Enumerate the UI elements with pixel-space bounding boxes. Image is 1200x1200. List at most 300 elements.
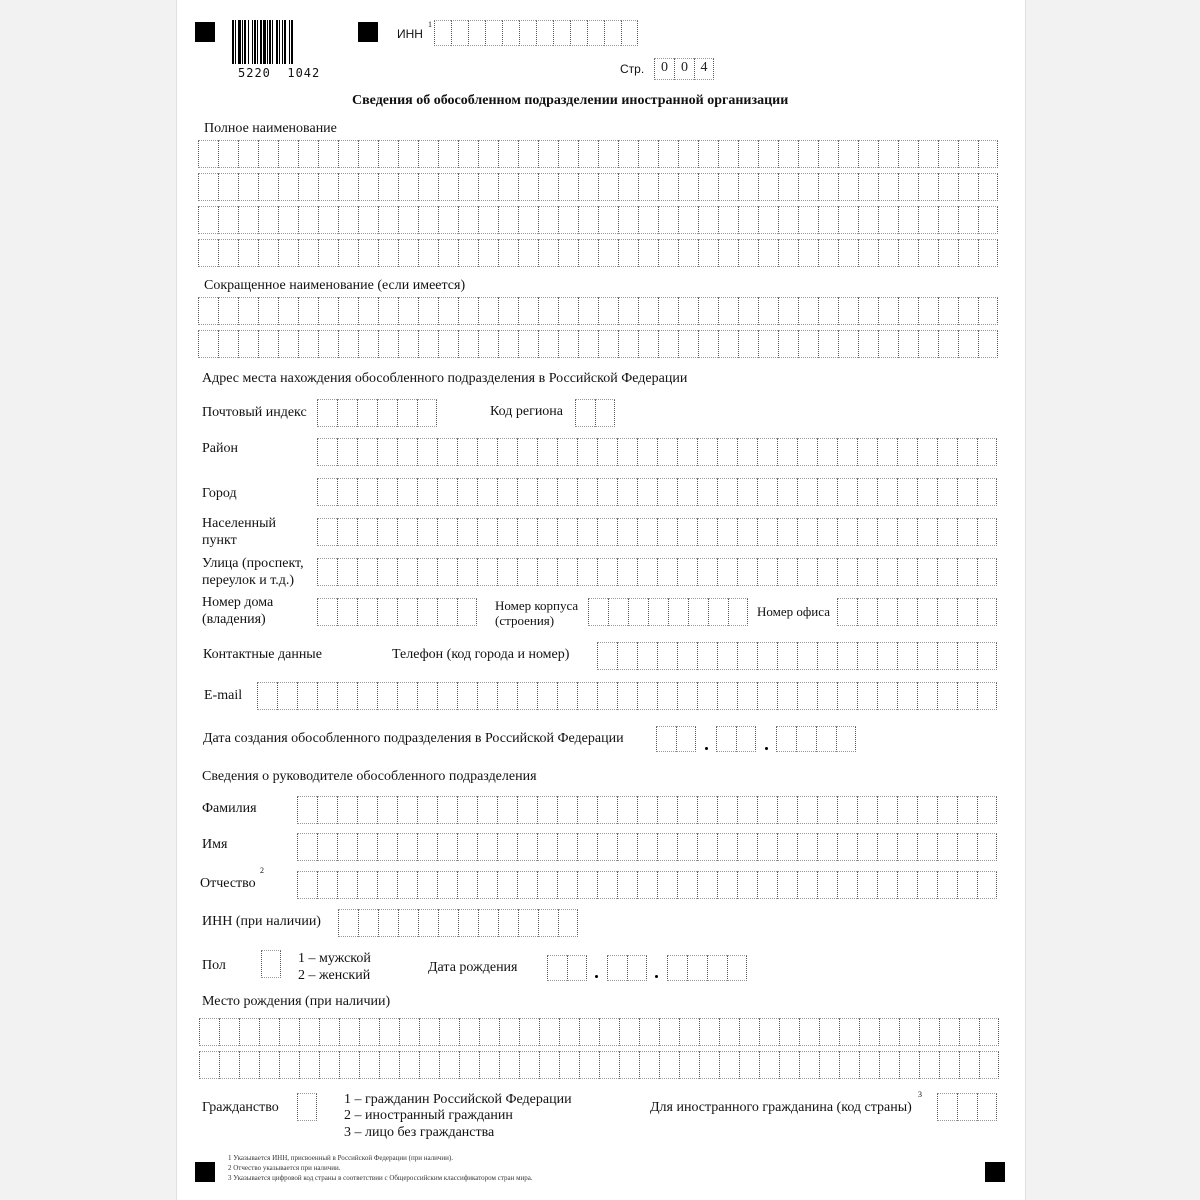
input-cell[interactable] xyxy=(398,909,418,937)
input-cell[interactable] xyxy=(357,871,377,899)
input-cell[interactable] xyxy=(397,796,417,824)
input-cell[interactable] xyxy=(557,478,577,506)
input-cell[interactable] xyxy=(377,796,397,824)
input-cell[interactable] xyxy=(738,297,758,325)
input-cell[interactable] xyxy=(656,726,676,752)
input-cell[interactable] xyxy=(559,1018,579,1046)
input-cell[interactable] xyxy=(539,1018,559,1046)
input-cell[interactable] xyxy=(577,558,597,586)
input-cell[interactable] xyxy=(758,330,778,358)
input-cell[interactable] xyxy=(777,478,797,506)
input-cell[interactable] xyxy=(298,173,318,201)
input-cell[interactable] xyxy=(570,20,587,46)
input-cell[interactable] xyxy=(457,518,477,546)
input-cell[interactable] xyxy=(857,558,877,586)
input-cell[interactable] xyxy=(608,598,628,626)
city-cells[interactable] xyxy=(317,478,997,506)
input-cell[interactable] xyxy=(519,1051,539,1079)
input-cell[interactable] xyxy=(819,1018,839,1046)
input-cell[interactable] xyxy=(677,642,697,670)
input-cell[interactable] xyxy=(708,598,728,626)
input-cell[interactable] xyxy=(759,1051,779,1079)
input-cell[interactable] xyxy=(699,1051,719,1079)
input-cell[interactable] xyxy=(358,909,378,937)
input-cell[interactable] xyxy=(637,518,657,546)
input-cell[interactable] xyxy=(877,598,897,626)
input-cell[interactable] xyxy=(877,871,897,899)
birth-month-cells[interactable] xyxy=(607,955,647,981)
input-cell[interactable] xyxy=(577,478,597,506)
input-cell[interactable] xyxy=(637,796,657,824)
input-cell[interactable] xyxy=(377,682,397,710)
input-cell[interactable] xyxy=(697,438,717,466)
input-cell[interactable] xyxy=(918,140,938,168)
input-cell[interactable] xyxy=(959,1051,979,1079)
input-cell[interactable] xyxy=(579,1051,599,1079)
input-cell[interactable] xyxy=(938,173,958,201)
input-cell[interactable] xyxy=(877,518,897,546)
input-cell[interactable] xyxy=(698,330,718,358)
input-cell[interactable] xyxy=(877,642,897,670)
input-cell[interactable] xyxy=(377,871,397,899)
input-cell[interactable] xyxy=(518,140,538,168)
input-cell[interactable] xyxy=(278,206,298,234)
input-cell[interactable] xyxy=(638,173,658,201)
input-cell[interactable] xyxy=(739,1051,759,1079)
input-cell[interactable] xyxy=(678,173,698,201)
input-cell[interactable] xyxy=(958,297,978,325)
input-cell[interactable] xyxy=(558,297,578,325)
input-cell[interactable] xyxy=(557,682,577,710)
input-cell[interactable] xyxy=(339,1018,359,1046)
input-cell[interactable] xyxy=(337,518,357,546)
input-cell[interactable] xyxy=(648,598,668,626)
input-cell[interactable] xyxy=(278,140,298,168)
input-cell[interactable] xyxy=(538,330,558,358)
input-cell[interactable] xyxy=(357,796,377,824)
input-cell[interactable] xyxy=(677,796,697,824)
input-cell[interactable] xyxy=(957,796,977,824)
input-cell[interactable] xyxy=(553,20,570,46)
input-cell[interactable] xyxy=(938,140,958,168)
input-cell[interactable] xyxy=(799,1018,819,1046)
input-cell[interactable] xyxy=(857,478,877,506)
input-cell[interactable] xyxy=(519,1018,539,1046)
input-cell[interactable] xyxy=(198,239,218,267)
input-cell[interactable] xyxy=(417,871,437,899)
input-cell[interactable] xyxy=(598,330,618,358)
input-cell[interactable] xyxy=(738,140,758,168)
input-cell[interactable] xyxy=(258,330,278,358)
input-cell[interactable] xyxy=(658,206,678,234)
input-cell[interactable] xyxy=(319,1018,339,1046)
input-cell[interactable] xyxy=(838,173,858,201)
input-cell[interactable] xyxy=(637,642,657,670)
input-cell[interactable] xyxy=(398,297,418,325)
input-cell[interactable] xyxy=(816,726,836,752)
input-cell[interactable] xyxy=(897,478,917,506)
input-cell[interactable] xyxy=(451,20,468,46)
input-cell[interactable] xyxy=(878,330,898,358)
input-cell[interactable] xyxy=(621,20,638,46)
input-cell[interactable] xyxy=(917,438,937,466)
input-cell[interactable] xyxy=(598,206,618,234)
input-cell[interactable] xyxy=(437,558,457,586)
input-cell[interactable] xyxy=(937,558,957,586)
input-cell[interactable] xyxy=(299,1051,319,1079)
input-cell[interactable] xyxy=(697,478,717,506)
input-cell[interactable] xyxy=(757,642,777,670)
input-cell[interactable] xyxy=(337,438,357,466)
input-cell[interactable] xyxy=(639,1051,659,1079)
input-cell[interactable] xyxy=(607,955,627,981)
input-cell[interactable] xyxy=(957,642,977,670)
input-cell[interactable] xyxy=(418,297,438,325)
input-cell[interactable] xyxy=(657,478,677,506)
input-cell[interactable] xyxy=(677,478,697,506)
input-cell[interactable] xyxy=(258,173,278,201)
input-cell[interactable] xyxy=(478,239,498,267)
input-cell[interactable] xyxy=(957,518,977,546)
input-cell[interactable] xyxy=(628,598,648,626)
input-cell[interactable] xyxy=(318,330,338,358)
input-cell[interactable] xyxy=(757,478,777,506)
input-cell[interactable] xyxy=(478,297,498,325)
input-cell[interactable] xyxy=(457,833,477,861)
input-cell[interactable] xyxy=(557,558,577,586)
input-cell[interactable] xyxy=(957,682,977,710)
input-cell[interactable] xyxy=(757,682,777,710)
input-cell[interactable] xyxy=(577,438,597,466)
input-cell[interactable] xyxy=(838,297,858,325)
input-cell[interactable] xyxy=(757,796,777,824)
input-cell[interactable] xyxy=(957,558,977,586)
input-cell[interactable] xyxy=(958,173,978,201)
input-cell[interactable] xyxy=(438,140,458,168)
input-cell[interactable] xyxy=(619,1018,639,1046)
input-cell[interactable] xyxy=(518,173,538,201)
input-cell[interactable] xyxy=(378,909,398,937)
input-cell[interactable] xyxy=(477,558,497,586)
input-cell[interactable] xyxy=(547,955,567,981)
input-cell[interactable] xyxy=(898,297,918,325)
input-cell[interactable] xyxy=(337,598,357,626)
input-cell[interactable] xyxy=(778,330,798,358)
input-cell[interactable] xyxy=(818,330,838,358)
input-cell[interactable] xyxy=(537,682,557,710)
input-cell[interactable] xyxy=(837,558,857,586)
input-cell[interactable] xyxy=(317,558,337,586)
input-cell[interactable] xyxy=(917,833,937,861)
input-cell[interactable] xyxy=(578,173,598,201)
full-name-row-1[interactable] xyxy=(198,140,998,168)
input-cell[interactable] xyxy=(317,796,337,824)
input-cell[interactable] xyxy=(597,518,617,546)
input-cell[interactable] xyxy=(378,297,398,325)
input-cell[interactable] xyxy=(438,206,458,234)
full-name-row-4[interactable] xyxy=(198,239,998,267)
input-cell[interactable] xyxy=(458,909,478,937)
input-cell[interactable] xyxy=(757,558,777,586)
input-cell[interactable] xyxy=(298,297,318,325)
birth-day-cells[interactable] xyxy=(547,955,587,981)
sex-cell[interactable] xyxy=(261,950,281,978)
input-cell[interactable] xyxy=(317,598,337,626)
input-cell[interactable] xyxy=(498,140,518,168)
input-cell[interactable] xyxy=(957,871,977,899)
input-cell[interactable] xyxy=(677,558,697,586)
input-cell[interactable] xyxy=(458,239,478,267)
inn-header-cells[interactable] xyxy=(434,20,638,46)
input-cell[interactable] xyxy=(737,682,757,710)
creation-month-cells[interactable] xyxy=(716,726,756,752)
input-cell[interactable] xyxy=(434,20,451,46)
input-cell[interactable] xyxy=(977,871,997,899)
input-cell[interactable] xyxy=(618,330,638,358)
input-cell[interactable] xyxy=(338,140,358,168)
input-cell[interactable] xyxy=(198,140,218,168)
building-cells[interactable] xyxy=(588,598,748,626)
input-cell[interactable] xyxy=(337,796,357,824)
input-cell[interactable] xyxy=(817,871,837,899)
input-cell[interactable] xyxy=(718,239,738,267)
input-cell[interactable] xyxy=(658,297,678,325)
input-cell[interactable] xyxy=(817,438,837,466)
input-cell[interactable] xyxy=(278,297,298,325)
input-cell[interactable] xyxy=(397,438,417,466)
input-cell[interactable] xyxy=(938,330,958,358)
input-cell[interactable] xyxy=(758,206,778,234)
input-cell[interactable] xyxy=(468,20,485,46)
input-cell[interactable] xyxy=(338,239,358,267)
input-cell[interactable] xyxy=(697,518,717,546)
input-cell[interactable] xyxy=(977,438,997,466)
input-cell[interactable] xyxy=(497,438,517,466)
input-cell[interactable] xyxy=(278,173,298,201)
input-cell[interactable] xyxy=(238,206,258,234)
input-cell[interactable] xyxy=(517,518,537,546)
input-cell[interactable] xyxy=(897,518,917,546)
input-cell[interactable] xyxy=(858,206,878,234)
input-cell[interactable] xyxy=(537,833,557,861)
input-cell[interactable] xyxy=(618,140,638,168)
input-cell[interactable] xyxy=(978,330,998,358)
input-cell[interactable] xyxy=(897,871,917,899)
input-cell[interactable] xyxy=(917,682,937,710)
input-cell[interactable] xyxy=(258,297,278,325)
input-cell[interactable] xyxy=(937,518,957,546)
input-cell[interactable] xyxy=(657,558,677,586)
input-cell[interactable] xyxy=(358,140,378,168)
input-cell[interactable] xyxy=(857,518,877,546)
input-cell[interactable] xyxy=(678,206,698,234)
input-cell[interactable] xyxy=(897,642,917,670)
input-cell[interactable] xyxy=(979,1051,999,1079)
input-cell[interactable] xyxy=(358,330,378,358)
input-cell[interactable] xyxy=(878,297,898,325)
input-cell[interactable] xyxy=(578,330,598,358)
input-cell[interactable] xyxy=(617,558,637,586)
input-cell[interactable] xyxy=(676,726,696,752)
district-cells[interactable] xyxy=(317,438,997,466)
input-cell[interactable] xyxy=(939,1018,959,1046)
input-cell[interactable] xyxy=(588,598,608,626)
citizenship-cell[interactable] xyxy=(297,1093,317,1121)
phone-cells[interactable] xyxy=(597,642,997,670)
input-cell[interactable] xyxy=(677,833,697,861)
input-cell[interactable] xyxy=(397,598,417,626)
input-cell[interactable] xyxy=(536,20,553,46)
input-cell[interactable] xyxy=(977,478,997,506)
input-cell[interactable] xyxy=(637,871,657,899)
input-cell[interactable] xyxy=(439,1018,459,1046)
input-cell[interactable] xyxy=(638,297,658,325)
input-cell[interactable] xyxy=(657,796,677,824)
input-cell[interactable] xyxy=(778,297,798,325)
street-cells[interactable] xyxy=(317,558,997,586)
input-cell[interactable] xyxy=(297,796,317,824)
input-cell[interactable] xyxy=(657,518,677,546)
short-name-row-1[interactable] xyxy=(198,297,998,325)
input-cell[interactable] xyxy=(538,239,558,267)
input-cell[interactable] xyxy=(777,833,797,861)
input-cell[interactable] xyxy=(859,1051,879,1079)
input-cell[interactable] xyxy=(878,173,898,201)
input-cell[interactable] xyxy=(677,518,697,546)
birth-place-row-1[interactable] xyxy=(199,1018,999,1046)
input-cell[interactable] xyxy=(838,330,858,358)
input-cell[interactable] xyxy=(898,330,918,358)
input-cell[interactable] xyxy=(818,173,838,201)
input-cell[interactable] xyxy=(877,478,897,506)
input-cell[interactable] xyxy=(638,239,658,267)
input-cell[interactable] xyxy=(797,871,817,899)
input-cell[interactable] xyxy=(458,173,478,201)
input-cell[interactable] xyxy=(377,833,397,861)
input-cell[interactable] xyxy=(417,598,437,626)
input-cell[interactable] xyxy=(736,726,756,752)
input-cell[interactable] xyxy=(818,239,838,267)
input-cell[interactable] xyxy=(458,330,478,358)
input-cell[interactable] xyxy=(858,330,878,358)
input-cell[interactable] xyxy=(358,239,378,267)
input-cell[interactable] xyxy=(687,955,707,981)
input-cell[interactable] xyxy=(377,478,397,506)
input-cell[interactable] xyxy=(437,682,457,710)
input-cell[interactable] xyxy=(797,833,817,861)
input-cell[interactable] xyxy=(777,796,797,824)
input-cell[interactable] xyxy=(318,297,338,325)
input-cell[interactable] xyxy=(498,173,518,201)
input-cell[interactable] xyxy=(577,796,597,824)
input-cell[interactable] xyxy=(497,478,517,506)
input-cell[interactable] xyxy=(499,1018,519,1046)
input-cell[interactable] xyxy=(397,518,417,546)
input-cell[interactable] xyxy=(278,239,298,267)
input-cell[interactable] xyxy=(637,438,657,466)
input-cell[interactable] xyxy=(478,206,498,234)
input-cell[interactable] xyxy=(737,438,757,466)
input-cell[interactable] xyxy=(838,239,858,267)
input-cell[interactable] xyxy=(617,796,637,824)
input-cell[interactable] xyxy=(778,239,798,267)
input-cell[interactable] xyxy=(857,833,877,861)
input-cell[interactable] xyxy=(627,955,647,981)
input-cell[interactable] xyxy=(417,399,437,427)
input-cell[interactable] xyxy=(878,239,898,267)
input-cell[interactable] xyxy=(617,871,637,899)
postal-index-cells[interactable] xyxy=(317,399,437,427)
foreign-country-code-cells[interactable] xyxy=(937,1093,997,1121)
input-cell[interactable] xyxy=(517,682,537,710)
input-cell[interactable] xyxy=(717,518,737,546)
input-cell[interactable] xyxy=(837,438,857,466)
input-cell[interactable] xyxy=(777,642,797,670)
input-cell[interactable] xyxy=(319,1051,339,1079)
office-cells[interactable] xyxy=(837,598,997,626)
input-cell[interactable] xyxy=(557,871,577,899)
input-cell[interactable] xyxy=(697,642,717,670)
input-cell[interactable] xyxy=(398,140,418,168)
input-cell[interactable] xyxy=(858,140,878,168)
input-cell[interactable] xyxy=(477,438,497,466)
input-cell[interactable] xyxy=(679,1051,699,1079)
input-cell[interactable] xyxy=(859,1018,879,1046)
input-cell[interactable] xyxy=(797,478,817,506)
input-cell[interactable] xyxy=(598,140,618,168)
input-cell[interactable] xyxy=(298,140,318,168)
input-cell[interactable] xyxy=(299,1018,319,1046)
input-cell[interactable] xyxy=(918,173,938,201)
input-cell[interactable] xyxy=(917,796,937,824)
input-cell[interactable] xyxy=(837,642,857,670)
input-cell[interactable] xyxy=(727,955,747,981)
input-cell[interactable] xyxy=(919,1051,939,1079)
input-cell[interactable] xyxy=(538,297,558,325)
input-cell[interactable] xyxy=(198,330,218,358)
input-cell[interactable] xyxy=(418,206,438,234)
input-cell[interactable] xyxy=(261,950,281,978)
input-cell[interactable] xyxy=(728,598,748,626)
input-cell[interactable] xyxy=(238,330,258,358)
input-cell[interactable] xyxy=(417,796,437,824)
input-cell[interactable] xyxy=(657,682,677,710)
input-cell[interactable] xyxy=(797,438,817,466)
input-cell[interactable] xyxy=(899,1051,919,1079)
input-cell[interactable] xyxy=(517,871,537,899)
birth-year-cells[interactable] xyxy=(667,955,747,981)
input-cell[interactable] xyxy=(677,438,697,466)
input-cell[interactable] xyxy=(437,438,457,466)
input-cell[interactable] xyxy=(358,206,378,234)
input-cell[interactable] xyxy=(458,297,478,325)
input-cell[interactable] xyxy=(719,1018,739,1046)
input-cell[interactable] xyxy=(579,1018,599,1046)
input-cell[interactable] xyxy=(898,173,918,201)
input-cell[interactable] xyxy=(437,871,457,899)
input-cell[interactable] xyxy=(538,206,558,234)
input-cell[interactable] xyxy=(498,206,518,234)
input-cell[interactable] xyxy=(239,1018,259,1046)
input-cell[interactable] xyxy=(937,871,957,899)
input-cell[interactable] xyxy=(837,478,857,506)
input-cell[interactable] xyxy=(637,833,657,861)
input-cell[interactable] xyxy=(758,173,778,201)
input-cell[interactable] xyxy=(477,871,497,899)
input-cell[interactable] xyxy=(578,206,598,234)
input-cell[interactable] xyxy=(959,1018,979,1046)
input-cell[interactable] xyxy=(399,1051,419,1079)
